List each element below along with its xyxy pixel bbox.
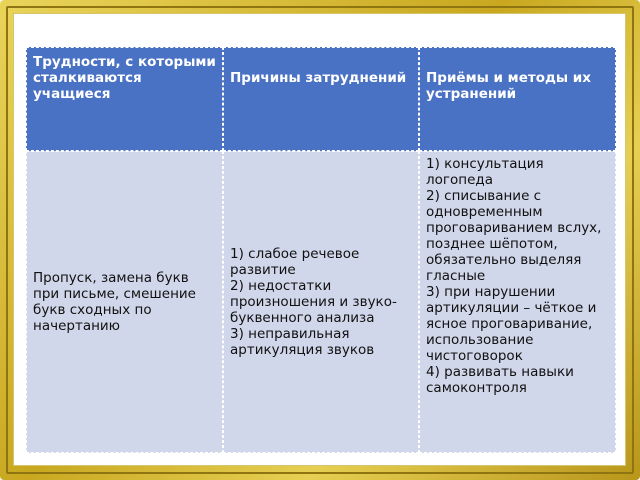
cell-causes	[223, 151, 419, 453]
method-item: 4) развивать навыки самоконтроля	[426, 364, 574, 396]
cause-item: 3) неправильная артикуляция звуков	[230, 326, 375, 358]
method-item: 1) консультация логопеда	[426, 156, 544, 188]
table-header-row	[26, 47, 616, 151]
difficulties-table	[26, 47, 616, 453]
header-methods: Приёмы и методы их устранений	[419, 47, 616, 151]
header-causes: Причины затруднений	[223, 47, 419, 151]
method-item: 3) при нарушении артикуляции – чёткое и ясное проговаривание, использование чистоговорок	[426, 284, 597, 364]
header-difficulties: Трудности, с которыми сталкиваются учащиеся	[26, 47, 223, 151]
table-row	[26, 151, 616, 453]
cell-methods	[419, 151, 616, 453]
method-item: 2) списывание с одновременным проговариванием вслух, позднее шёпотом, обязательно выделяя гласные	[426, 188, 602, 284]
cell-difficulty: Пропуск, замена букв при письме, смешение букв сходных по начертанию	[26, 151, 223, 453]
cause-item: 2) недостатки произношения и звуко-буквенного анализа	[230, 278, 397, 326]
cause-item: 1) слабое речевое развитие	[230, 246, 360, 278]
